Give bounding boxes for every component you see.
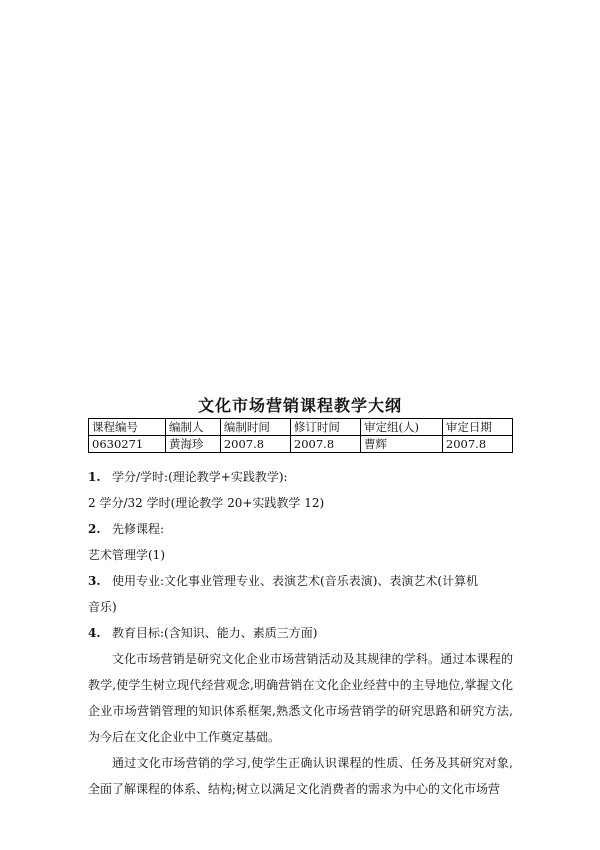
section-number: 3. [88, 574, 101, 588]
cell-compile-date: 2007.8 [220, 436, 290, 453]
header-review-date: 审定日期 [442, 419, 512, 436]
table-row [89, 436, 513, 453]
header-course-code: 课程编号 [89, 419, 166, 436]
cell-reviewer: 曹辉 [360, 436, 442, 453]
section-heading-text: 使用专业:文化事业管理专业、表演艺术(音乐表演)、表演艺术(计算机 [112, 574, 479, 588]
section-prerequisite-heading [88, 516, 513, 542]
header-compile-date: 编制时间 [220, 419, 290, 436]
cell-review-date: 2007.8 [442, 436, 512, 453]
document-body [88, 464, 513, 802]
section-prerequisite-content: 艺术管理学(1) [88, 548, 165, 562]
header-author: 编制人 [165, 419, 220, 436]
cell-course-code: 0630271 [89, 436, 166, 453]
document-title: 文化市场营销课程教学大纲 [197, 396, 402, 415]
objectives-paragraph-1: 文化市场营销是研究文化企业市场营销活动及其规律的学科。通过本课程的教学,使学生树立现代经营观念,明确营销在文化企业经营中的主导地位,掌握文化企业市场营销管理的知识体系框架,熟悉文化市场营销学的研究思路和研究方法,为今后在文化企业中工作奠定基础。 [88, 652, 513, 744]
section-majors-heading [88, 568, 513, 594]
header-revision-date: 修订时间 [290, 419, 360, 436]
course-info-table [88, 418, 513, 453]
header-reviewer: 审定组(人) [360, 419, 442, 436]
section-objectives-heading [88, 620, 513, 646]
cell-author: 黄海珍 [165, 436, 220, 453]
section-credits-heading [88, 464, 513, 490]
cell-revision-date: 2007.8 [290, 436, 360, 453]
section-number: 2. [88, 522, 101, 536]
objectives-paragraph-2: 通过文化市场营销的学习,使学生正确认识课程的性质、任务及其研究对象,全面了解课程的体系、结构;树立以满足文化消费者的需求为中心的文化市场营 [88, 756, 513, 796]
section-heading-text: 学分/学时:(理论教学+实践教学): [112, 470, 288, 484]
section-heading-text: 先修课程: [112, 522, 165, 536]
section-heading-text: 教育目标:(含知识、能力、素质三方面) [112, 626, 318, 640]
table-header-row [89, 419, 513, 436]
section-credits-content: 2 学分/32 学时(理论教学 20+实践教学 12) [88, 496, 325, 510]
section-number: 1. [88, 470, 101, 484]
section-number: 4. [88, 626, 101, 640]
section-majors-content: 音乐) [88, 600, 117, 614]
